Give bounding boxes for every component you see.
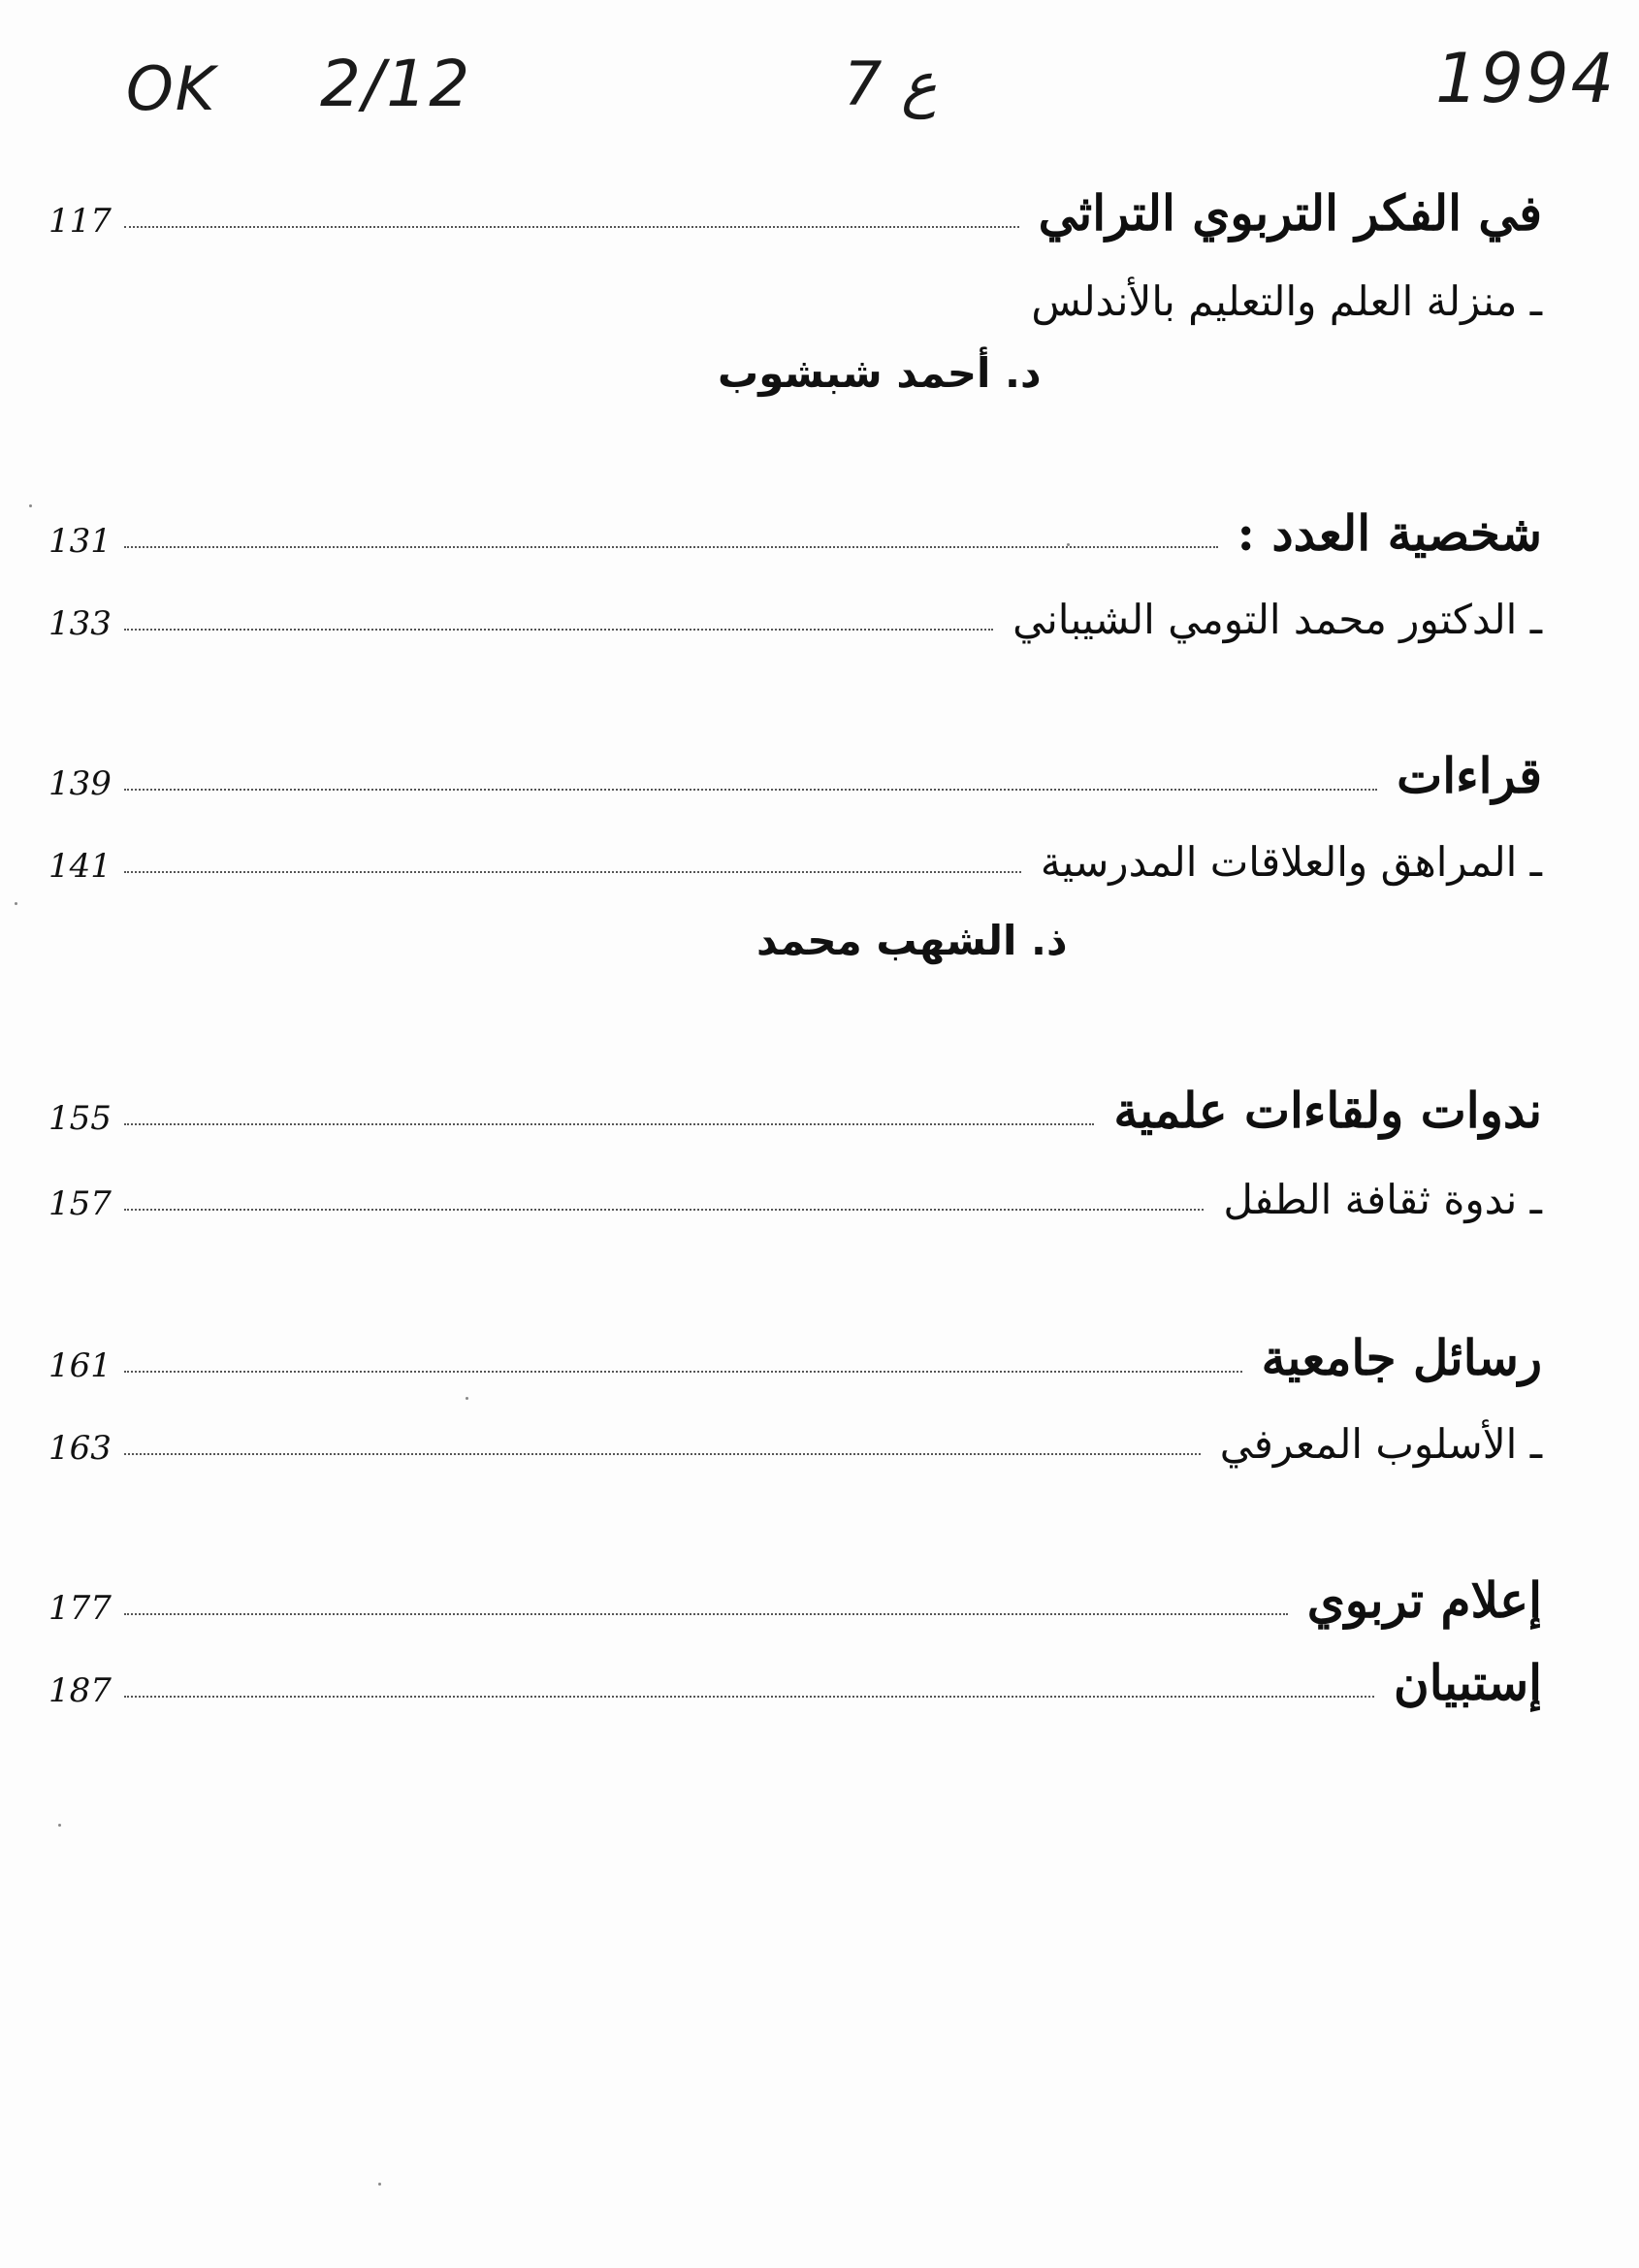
toc-page-number: 187 (48, 1671, 112, 1710)
toc-item-adolescent (48, 815, 1542, 886)
toc-section-media (48, 1557, 1542, 1629)
handwritten-issue-note: 7 ع (844, 49, 938, 119)
toc-title: ـ المراهق والعلاقات المدرسية (1040, 838, 1542, 886)
toc-title: إعلام تربوي (1306, 1571, 1542, 1629)
toc-section-seminars (48, 1067, 1542, 1139)
toc-title: إستبيان (1393, 1654, 1542, 1711)
leader-dots (124, 1209, 1204, 1211)
scan-speck (378, 2183, 381, 2186)
leader-dots (124, 226, 1019, 228)
toc-title: في الفكر التربوي التراثي (1038, 184, 1542, 242)
toc-item-cognitive-style (48, 1397, 1542, 1468)
handwritten-fraction-note: 2/12 (320, 47, 472, 121)
scan-speck (466, 1397, 468, 1400)
toc-page-number: 117 (48, 202, 112, 241)
author-name: د. أحمد شبشوب (718, 349, 1042, 397)
toc-section-questionnaire (48, 1639, 1542, 1711)
toc-page-number: 157 (48, 1184, 112, 1223)
toc-title: ـ ندوة ثقافة الطفل (1223, 1176, 1542, 1223)
handwritten-year-note: 1994 (1435, 39, 1617, 118)
toc-page-number: 139 (48, 764, 112, 803)
toc-page-number: 163 (48, 1429, 112, 1468)
handwritten-ok-note: OK (126, 53, 217, 124)
toc-page-number: 131 (48, 522, 112, 561)
toc-page-number: 141 (48, 847, 112, 886)
toc-title: ـ الأسلوب المعرفي (1219, 1420, 1542, 1468)
leader-dots (124, 789, 1377, 791)
toc-section-theses (48, 1314, 1542, 1386)
toc-title: ندوات ولقاءات علمية (1113, 1082, 1542, 1139)
toc-title: رسائل جامعية (1261, 1329, 1542, 1386)
toc-page-number: 177 (48, 1589, 112, 1628)
leader-dots (124, 1696, 1374, 1698)
toc-section-heritage (48, 170, 1542, 242)
leader-dots (124, 1123, 1094, 1125)
leader-dots (124, 629, 993, 631)
toc-title: ـ منزلة العلم والتعليم بالأندلس (1031, 277, 1542, 325)
toc-page-number: 155 (48, 1099, 112, 1138)
toc-item-doctor (48, 572, 1542, 643)
leader-dots (124, 1613, 1288, 1615)
leader-dots (124, 1453, 1201, 1455)
toc-title: شخصية العدد : (1237, 504, 1542, 562)
scan-speck (29, 504, 32, 507)
toc-section-personality (48, 490, 1542, 562)
toc-title: قراءات (1397, 747, 1542, 804)
leader-dots (124, 871, 1021, 873)
toc-item-child-culture (48, 1152, 1542, 1223)
toc-title: ـ الدكتور محمد التومي الشيباني (1012, 596, 1542, 643)
scan-speck (15, 902, 17, 905)
scan-speck (58, 1824, 61, 1827)
leader-dots (124, 546, 1218, 548)
toc-page-number: 133 (48, 604, 112, 643)
scan-speck (1067, 543, 1070, 546)
toc-section-readings (48, 732, 1542, 804)
author-name: ذ. الشهب محمد (756, 917, 1068, 964)
toc-page-number: 161 (48, 1346, 112, 1385)
toc-item-andalus (48, 254, 1542, 325)
leader-dots (124, 1371, 1242, 1373)
